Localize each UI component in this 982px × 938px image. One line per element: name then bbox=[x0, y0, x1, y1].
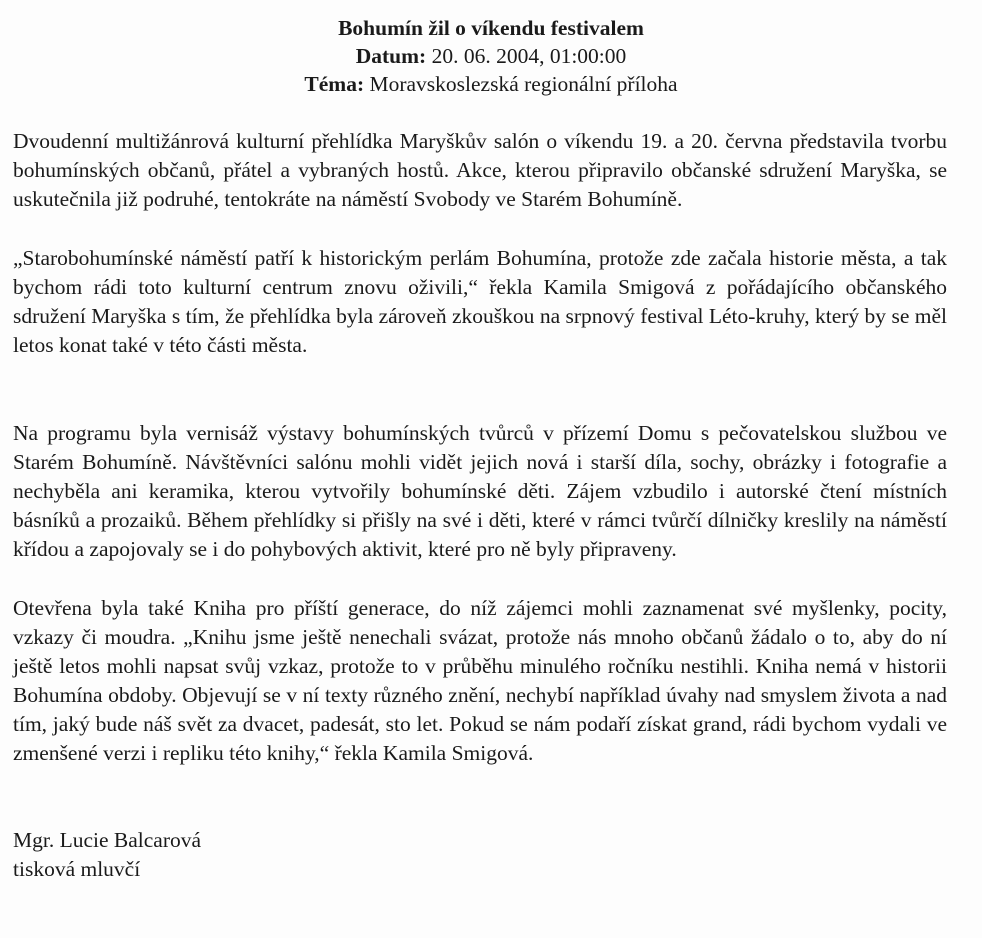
topic-line bbox=[0, 70, 982, 98]
paragraph-2: „Starobohumínské náměstí patří k historickým perlám Bohumína, protože zde začala historie města, a tak bychom rádi toto kulturní centrum znovu oživili,“ řekla Kamila Smigová z pořádajícího občanského sdružení Maryška s tím, že přehlídka byla zároveň zkouškou na srpnový festival Léto-kruhy, který by se měl letos konat také v této části města. bbox=[13, 246, 947, 357]
signature-role: tisková mluvčí bbox=[13, 857, 141, 881]
article-body bbox=[13, 127, 947, 884]
signature-name: Mgr. Lucie Balcarová bbox=[13, 828, 202, 852]
article-title: Bohumín žil o víkendu festivalem bbox=[338, 16, 644, 40]
topic-value: Moravskoslezská regionální příloha bbox=[364, 72, 678, 96]
paragraph-4: Otevřena byla také Kniha pro příští generace, do níž zájemci mohli zaznamenat své myšlenky, pocity, vzkazy či moudra. „Knihu jsme ještě nenechali svázat, protože nás mnoho občanů žádalo o to, aby do ní ještě letos mohli napsat svůj vzkaz, protože to v průběhu minulého ročníku nestihli. Kniha nemá v historii Bohumína obdoby. Objevují se v ní texty různého znění, nechybí například úvahy nad smyslem života a nad tím, jaký bude náš svět za dvacet, padesát, sto let. Pokud se nám podaří získat grand, rádi bychom vydali ve zmenšené verzi i repliku této knihy,“ řekla Kamila Smigová. bbox=[13, 596, 947, 765]
date-value: 20. 06. 2004, 01:00:00 bbox=[426, 44, 627, 68]
date-line bbox=[0, 42, 982, 70]
document-header bbox=[0, 14, 982, 98]
signature-block bbox=[13, 826, 947, 884]
paragraph-3: Na programu byla vernisáž výstavy bohumínských tvůrců v přízemí Domu s pečovatelskou službou ve Starém Bohumíně. Návštěvníci salónu mohli vidět jejich nová i starší díla, sochy, obrázky i fotografie a nechyběla ani keramika, kterou vytvořily bohumínské děti. Zájem vzbudilo i autorské čtení místních básníků a prozaiků. Během přehlídky si přišly na své i děti, které v rámci tvůrčí dílničky kreslily na náměstí křídou a zapojovaly se i do pohybových aktivit, které pro ně byly připraveny. bbox=[13, 421, 947, 561]
date-label: Datum: bbox=[355, 44, 427, 68]
paragraph-1: Dvoudenní multižánrová kulturní přehlídka Maryškův salón o víkendu 19. a 20. června představila tvorbu bohumínských občanů, přátel a vybraných hostů. Akce, kterou připravilo občanské sdružení Maryška, se uskutečnila již podruhé, tentokráte na náměstí Svobody ve Starém Bohumíně. bbox=[13, 129, 947, 211]
topic-label: Téma: bbox=[304, 72, 365, 96]
